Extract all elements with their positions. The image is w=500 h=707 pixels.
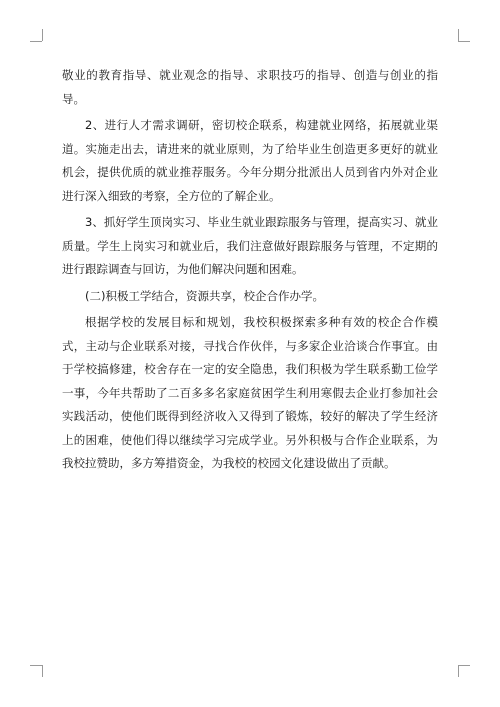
document-body [62,64,438,476]
section-heading: (二)积极工学结合，资源共享，校企合作办学。 [85,288,324,303]
paragraph-5: 根据学校的发展目标和规划，我校积极探索多种有效的校企合作模式，主动与企业联系对接，寻找合作伙伴，与多家企业洽谈合作事宜。由于学校搞修建，校舍存在一定的安全隐患，我们积极为学生联系勤工俭学一事，今年共帮助了二百多多名家庭贫困学生利用寒假去企业打参加社会实践活动，使他们既得到经济收入又得到了锻炼，较好的解决了学生经济上的困难，使他们得以继续学习完成学业。另外积极与合作企业联系，为我校拉赞助，多方筹措资金，为我校的校园文化建设做出了贡献。 [62,315,438,470]
paragraph-3: 3、抓好学生顶岗实习、毕业生就业跟踪服务与管理，提高实习、就业质量。学生上岗实习和就业后，我们注意做好跟踪服务与管理，不定期的进行跟踪调查与回访，为他们解决问题和困难。 [62,215,438,276]
crop-mark-top-left-v [42,29,43,41]
paragraph-2: 2、进行人才需求调研，密切校企联系，构建就业网络，拓展就业渠道。实施走出去，请进来的就业原则，为了给毕业生创造更多更好的就业机会，提供优质的就业推荐服务。今年分期分批派出人员到省内外对企业进行深入细致的考察，全方位的了解企业。 [62,118,438,203]
crop-mark-bottom-left-h [30,665,42,666]
crop-mark-bottom-left-v [42,665,43,677]
crop-mark-top-right-v [458,29,459,41]
crop-mark-bottom-right-v [458,665,459,677]
crop-mark-top-right-h [458,41,470,42]
paragraph-1: 敬业的教育指导、就业观念的指导、求职技巧的指导、创造与创业的指导。 [62,68,438,106]
crop-mark-top-left-h [30,41,42,42]
crop-mark-bottom-right-h [458,665,470,666]
